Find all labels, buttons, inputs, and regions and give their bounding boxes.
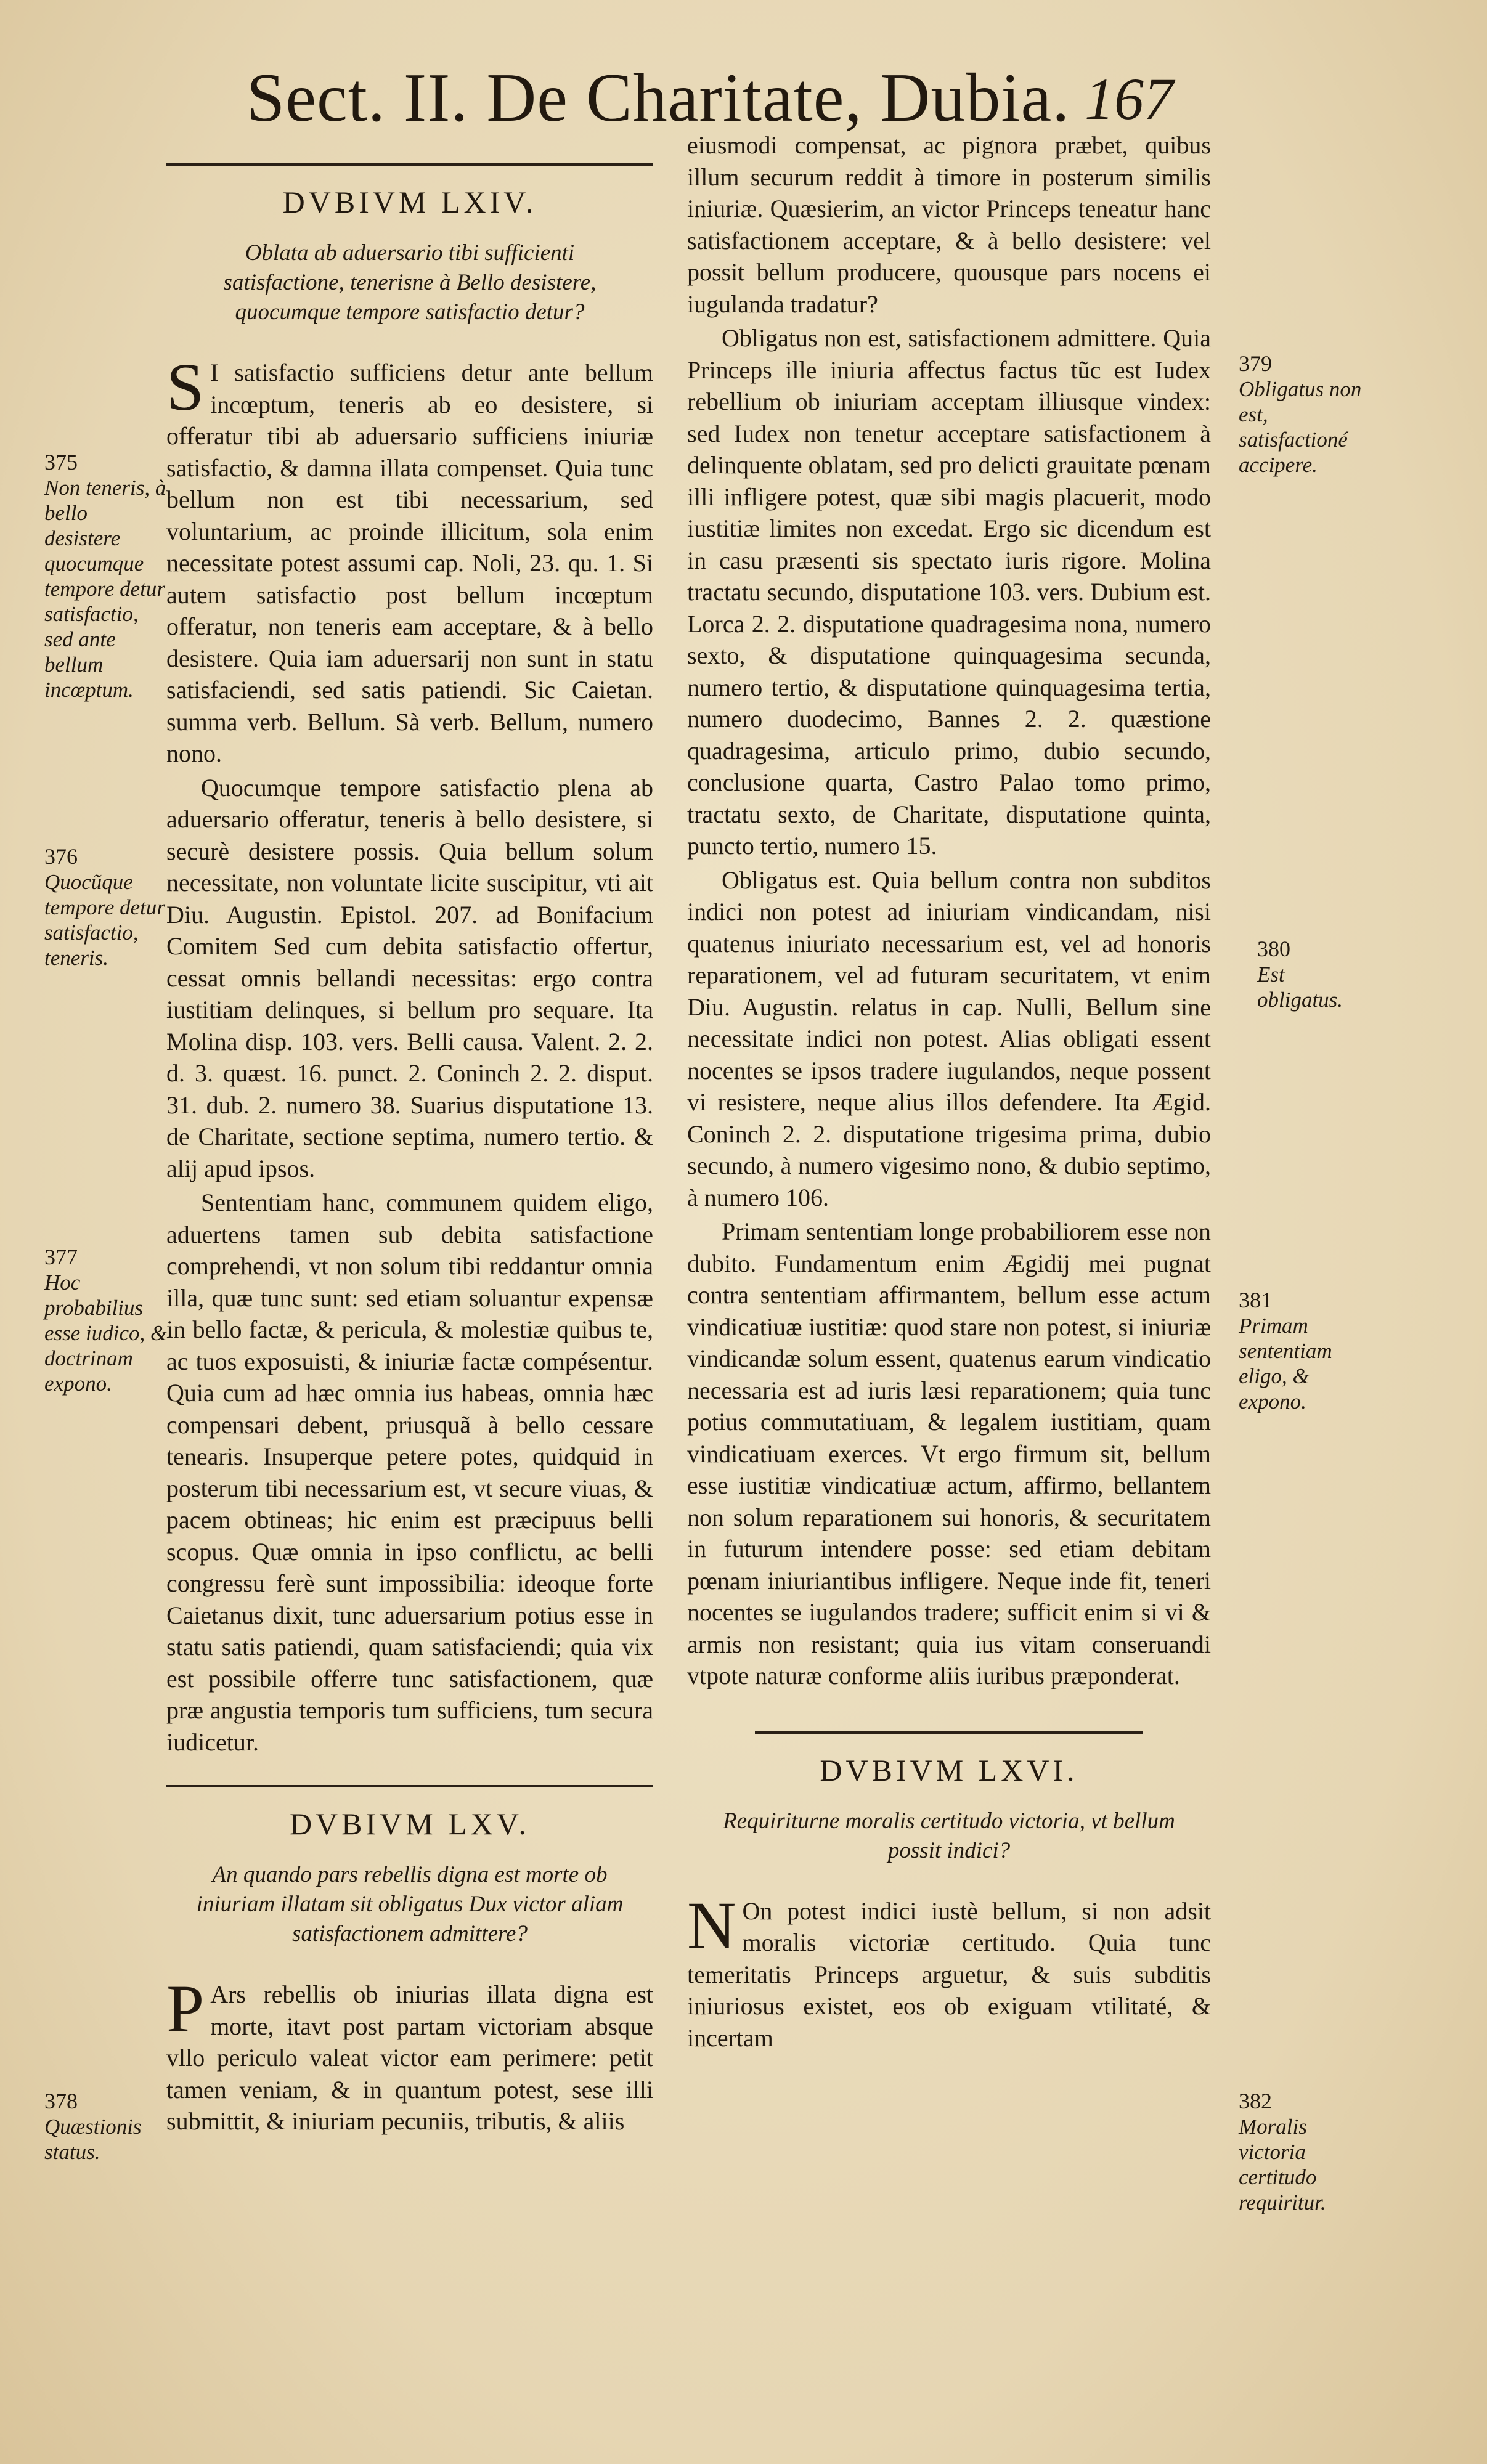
page-number: 167: [1085, 66, 1173, 132]
paragraph: Primam sententiam longe probabiliorem esse non dubito. Fundamentum enim Ægidij mei pugnat contra sententiam affirmantem, bellum esse actum vindicatiuæ iustitiæ: quod stare non potest, si iniuriæ vindicandæ solum essent, quatenus earum vindicatio necessaria est ad iuris læsi reparationem; quia tunc potius commutatiuam, & legalem iustitiam, quam vindicatiuam exerces. Vt ergo firmum sit, bellum esse iustitiæ vindicatiuæ actum, affirmo, bellantem non solum reparationem sui honoris, & securitatem in futurum intendere posse: sed etiam debitam pœnam iniuriantibus infligere. Neque inde fit, teneri nocentes se iugulandos tradere; sufficit enim si vi & armis non resistant; quia ius vitam conseruandi vtpote naturæ conforme aliis iuribus præponderat.: [687, 1218, 1211, 1689]
left-column: [166, 163, 653, 2140]
paragraph: NOn potest indici iustè bellum, si non adsit moralis victoriæ certitudo. Quia tunc temeritatis Princeps arguetur, & suis subditis iniuriosus existet, eos ob exiguam vtilitaté, & incertam: [687, 1887, 1211, 2052]
dubium-heading: DVBIVM LXVI.: [820, 1752, 1078, 1787]
margin-note-number: 378: [44, 2089, 78, 2113]
margin-note: [44, 450, 168, 702]
margin-note-text: Obligatus non est, satisfactioné accipere.: [1239, 377, 1362, 477]
margin-note-number: 382: [1239, 2089, 1272, 2113]
margin-note-number: 375: [44, 450, 78, 474]
dubium-question: Requiriturne moralis certitudo victoria, vt bellum possit indici?: [723, 1808, 1175, 1863]
section-rule: [166, 1785, 653, 1787]
margin-note-text: Quocũque tempore detur satisfactio, teneris.: [44, 870, 166, 970]
margin-note-number: 380: [1257, 937, 1290, 961]
margin-note: [44, 1245, 168, 1396]
margin-note-number: 376: [44, 844, 78, 869]
dubium-question: An quando pars rebellis digna est morte ob iniuriam illatam sit obligatus Dux victor aliam satisfactionem admittere?: [196, 1862, 624, 1946]
section-rule: [166, 163, 653, 166]
paragraph: Quocumque tempore satisfactio plena ab aduersario offeratur, teneris à bello desistere, si securè desistere possis. Quia bellum solum necessitate, non voluntate licite suscipitur, vti ait Diu. Augustin. Epistol. 207. ad Bonifacium Comitem Sed cum debita satisfactio offertur, cessat omnis bellandi necessitas: ergo contra iustitiam delinques, si bellum pro sequare. Ita Molina disp. 103. vers. Belli causa. Valent. 2. 2. d. 3. quæst. 16. punct. 2. Coninch 2. 2. disput. 31. dub. 2. numero 38. Suarius disputatione 13. de Charitate, sectione septima, numero tertio. & alij apud ipsos.: [166, 773, 653, 1182]
dubium-heading: DVBIVM LXIV.: [282, 185, 537, 219]
dubium-question: Oblata ab aduersario tibi sufficienti satisfactione, tenerisne à Bello desistere, quocumque tempore satisfactio detur?: [223, 240, 597, 325]
paragraph: Sententiam hanc, communem quidem eligo, aduertens tamen sub debita satisfactione comprehendi, vt non solum tibi reddantur omnia illa, quæ tunc sunt: sed etiam soluantur expensæ in bello factæ, & pericula, & molestiæ quibus te, ac tuos exposuisti, & iniuriæ factæ compésentur. Quia cum ad hæc omnia ius habeas, omnia hæc compensari debent, priusquã à bello cessare tenearis. Insuperque petere potes, quidquid in posterum tibi necessarium est, vt secure viuas, & pacem obtineas; hic enim est præcipuus belli scopus. Quæ omnia in ipso conflictu, ac belli congressu ferè sunt impossibilia: ideoque forte Caietanus dixit, tunc aduersarium potius esse in statu satis patiendi, quam satisfaciendi; quia vix est possibile offerre tunc satisfactionem, quæ præ angustia temporis tum sufficiens, tum secura iudicetur.: [166, 1189, 653, 1756]
dubium-heading: DVBIVM LXV.: [289, 1807, 531, 1841]
paragraph: Obligatus non est, satisfactionem admittere. Quia Princeps ille iniuria affectus factus tũc est Iudex rebellium ob iniuriam acceptam illiusque vindex: sed Iudex non tenetur acceptare satisfactionem à delinquente oblatam, sed pro delicti grauitate pœnam illi infligere potest, quæ sibi magis placuerit, modo iustitiæ limites non excedat. Ergo sic dicendum est in casu præsenti sis spectato iuris rigore. Molina tractatu secundo, disputatione 103. vers. Dubium est. Lorca 2. 2. disputatione quadragesima nona, numero sexto, & disputatione quinquagesima secunda, numero tertio, & disputatione quinquagesima tertia, numero duodecimo, Bannes 2. 2. quæstione quadragesima, articulo primo, dubio secundo, conclusione quarta, Castro Palao tomo primo, tractatu sexto, de Charitate, disputatione quinta, puncto tertio, numero 15.: [687, 324, 1211, 860]
margin-note-number: 377: [44, 1245, 78, 1269]
margin-note: [44, 844, 168, 970]
margin-note: [44, 2089, 168, 2165]
margin-note-text: Non teneris, à bello desistere quocumque tempore detur satisfactio, sed ante bellum incœptum.: [44, 476, 166, 702]
margin-note-text: Quæstionis status.: [44, 2115, 142, 2164]
paragraph: Obligatus est. Quia bellum contra non subditos indici non potest ad iniuriam vindicandam, nisi quatenus iniuriato necessarium est, vel ad honoris reparationem, vel ad futuram securitatem, vt enim Diu. Augustin. relatus in cap. Nulli, Bellum sine necessitate indici non potest. Alias obligati essent nocentes se ipsos tradere iugulandos, neque possent vi resistere, neque alius illos defendere. Ita Ægid. Coninch 2. 2. disputatione trigesima prima, dubio secundo, à numero vigesimo nono, & dubio septimo, à numero 106.: [687, 866, 1211, 1211]
paragraph: SI satisfactio sufficiens detur ante bellum incœptum, teneris ab eo desistere, si offeratur tibi ab aduersario sufficiens iniuriæ satisfactio, & damna illata compenset. Quia tunc bellum non est tibi necessarium, sed voluntarium, ac proinde illicitum, sola enim necessitate potest assumi cap. Noli, 23. qu. 1. Si autem satisfactio post bellum incœptum offeratur, non teneris eam acceptare, & à bello desistere. Quia iam aduersarij non sunt in statu satisfaciendi, sed satis patiendi. Sic Caietan. summa verb. Bellum. Sà verb. Bellum, numero nono.: [166, 349, 653, 767]
paragraph: PArs rebellis ob iniurias illata digna est morte, itavt post partam victoriam absque vllo periculo valeat victor eam perimere: petit tamen veniam, & in quantum potest, sese illi submittit, & iniuriam pecuniis, tributis, & aliis: [166, 1971, 653, 2135]
margin-note: [1239, 2089, 1362, 2215]
margin-note-text: Est obligatus.: [1257, 962, 1343, 1012]
margin-note-number: 381: [1239, 1288, 1272, 1312]
margin-note: [1257, 937, 1374, 1012]
margin-note-text: Moralis victoria certitudo requiritur.: [1239, 2115, 1326, 2214]
running-title: Sect. II. De Charitate, Dubia.: [246, 60, 1070, 136]
section-rule: [755, 1731, 1143, 1734]
paragraph: eiusmodi compensat, ac pignora præbet, quibus illum securum reddit à timore in posterum similis iniuriæ. Quæsierim, an victor Princeps teneatur hanc satisfactionem acceptare, & à bello desistere: vel possit bellum producere, quousque pars nocens ei iugulanda tradatur?: [687, 131, 1211, 318]
margin-note-number: 379: [1239, 351, 1272, 376]
margin-note: [1239, 351, 1362, 478]
margin-note: [1239, 1288, 1362, 1414]
right-column: [687, 129, 1211, 2056]
margin-note-text: Hoc probabilius esse iudico, & doctrinam expono.: [44, 1271, 168, 1396]
margin-note-text: Primam sententiam eligo, & expono.: [1239, 1314, 1332, 1413]
